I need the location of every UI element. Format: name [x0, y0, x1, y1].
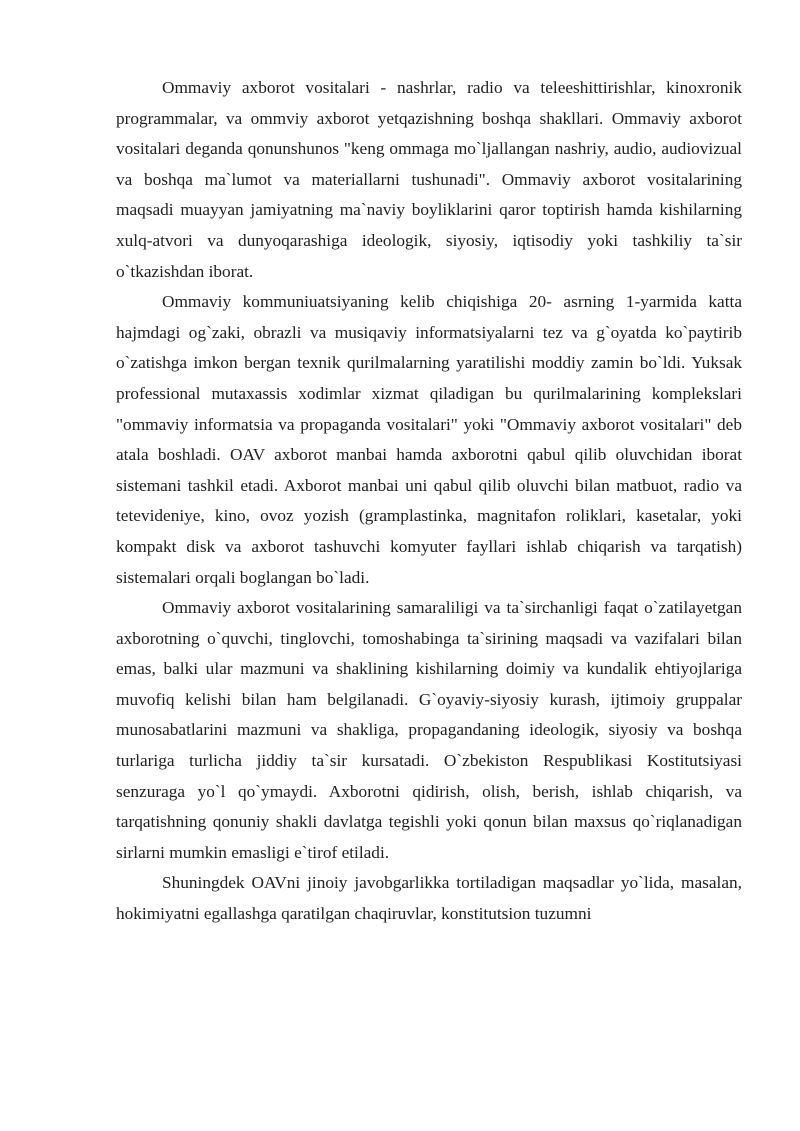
paragraph-4: Shuningdek OAVni jinoiy javobgarlikka tortiladigan maqsadlar yo`lida, masalan, hokimiyatni egallashga qaratilgan chaqiruvlar, konstitutsion tuzumni — [116, 873, 742, 924]
document-page — [116, 73, 742, 930]
paragraph-1: Ommaviy axborot vositalari - nashrlar, radio va teleeshittirishlar, kinoxronik programmalar, va ommviy axborot yetqazishning boshqa shakllari. Ommaviy axborot vositalari deganda qonunshunos "keng ommaga mo`ljallangan nashriy, audio, audiovizual va boshqa ma`lumot va materiallarni tushunadi". Ommaviy axborot vositalarining maqsadi muayyan jamiyatning ma`naviy boyliklarini qaror toptirish hamda kishilarning xulq-atvori va dunyoqarashiga ideologik, siyosiy, iqtisodiy yoki tashkiliy ta`sir o`tkazishdan iborat. — [116, 78, 742, 281]
paragraph-2: Ommaviy kommuniuatsiyaning kelib chiqishiga 20- asrning 1-yarmida katta hajmdagi og`zaki, obrazli va musiqaviy informatsiyalarni tez va g`oyatda ko`paytirib o`zatishga imkon bergan texnik qurilmalarning yaratilishi moddiy zamin bo`ldi. Yuksak professional mutaxassis xodimlar xizmat qiladigan bu qurilmalarining komplekslari "ommaviy informatsia va propaganda vositalari" yoki "Ommaviy axborot vositalari" deb atala boshladi. OAV axborot manbai hamda axborotni qabul qilib oluvchidan iborat sistemani tashkil etadi. Axborot manbai uni qabul qilib oluvchi bilan matbuot, radio va tetevideniye, kino, ovoz yozish (gramplastinka, magnitafon roliklari, kasetalar, yoki kompakt disk va axborot tashuvchi komyuter fayllari ishlab chiqarish va tarqatish) sistemalari orqali boglangan bo`ladi. — [116, 292, 742, 587]
paragraph-3: Ommaviy axborot vositalarining samaraliligi va ta`sirchanligi faqat o`zatilayetgan axborotning o`quvchi, tinglovchi, tomoshabinga ta`sirining maqsadi va vazifalari bilan emas, balki ular mazmuni va shaklining kishilarning doimiy va kundalik ehtiyojlariga muvofiq kelishi bilan ham belgilanadi. G`oyaviy-siyosiy kurash, ijtimoiy gruppalar munosabatlarini mazmuni va shakliga, propagandaning ideologik, siyosiy va boshqa turlariga turlicha jiddiy ta`sir kursatadi. O`zbekiston Respublikasi Kostitutsiyasi senzuraga yo`l qo`ymaydi. Axborotni qidirish, olish, berish, ishlab chiqarish, va tarqatishning qonuniy shakli davlatga tegishli yoki qonun bilan maxsus qo`riqlanadigan sirlarni mumkin emasligi e`tirof etiladi. — [116, 598, 742, 862]
